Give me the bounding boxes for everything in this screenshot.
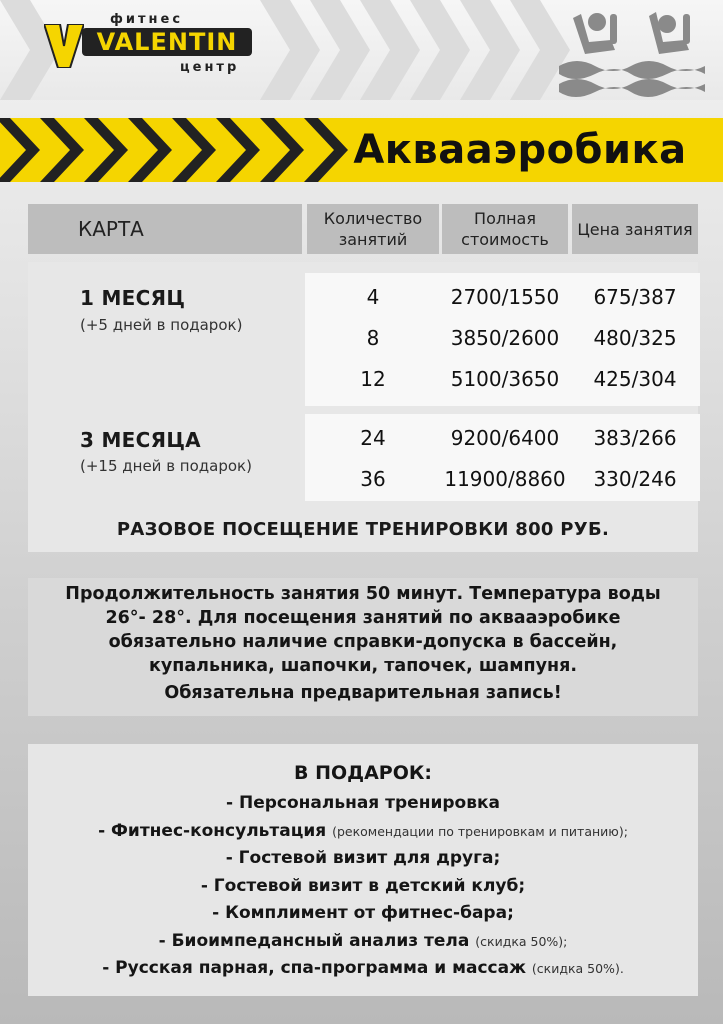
table-cell-session-price: 425/304 [593, 367, 677, 391]
gift-item [28, 845, 698, 873]
column-header-session-price: Цена занятия [572, 204, 698, 254]
brand-logo [30, 10, 255, 88]
table-cell-full-price: 9200/6400 [450, 426, 560, 450]
gift-item-note: (скидка 50%); [475, 933, 568, 949]
table-cell-count: 12 [360, 367, 386, 391]
logo-wordmark: VALENTIN [82, 28, 252, 56]
header-bar [0, 0, 723, 100]
gifts-title: В ПОДАРОК: [294, 762, 432, 784]
booking-note: Обязательна предварительная запись! [164, 683, 562, 703]
table-cell-full-price: 3850/2600 [450, 326, 560, 350]
gift-item-note: (рекомендации по тренировкам и питанию); [332, 823, 628, 839]
table-cell-full-price: 5100/3650 [450, 367, 560, 391]
plan-bonus: (+5 дней в подарок) [80, 316, 243, 334]
gift-item [28, 818, 698, 846]
gift-item-note: (скидка 50%). [531, 961, 624, 976]
table-cell-session-price: 330/246 [593, 467, 677, 491]
table-cell-count: 24 [360, 426, 386, 450]
gift-item [28, 790, 698, 818]
gift-item-text: - Фитнес-консультация [98, 820, 333, 841]
gift-item-text: - Гостевой визит в детский клуб; [200, 875, 526, 896]
gift-item [28, 928, 698, 956]
gift-item-text: - Русская парная, спа-программа и массаж [102, 958, 532, 978]
swimmers-icon [555, 8, 715, 98]
gifts-list [28, 790, 698, 983]
column-header-full-price: Полная стоимость [442, 204, 568, 254]
gift-item [28, 900, 698, 928]
gift-item-text: - Персональная тренировка [226, 793, 500, 813]
gift-item-text: - Биоимпедансный анализ тела [158, 930, 476, 951]
page-title: Аквааэробика [353, 127, 687, 173]
table-cell-full-price: 2700/1550 [450, 285, 560, 309]
table-cell-count: 36 [360, 467, 386, 491]
plan-bonus: (+15 дней в подарок) [80, 457, 252, 475]
logo-top-text: фитнес [110, 12, 184, 27]
plan-name: 3 МЕСЯЦА [80, 428, 201, 452]
table-cell-count: 4 [366, 285, 380, 309]
single-visit-price: РАЗОВОЕ ПОСЕЩЕНИЕ ТРЕНИРОВКИ 800 РУБ. [116, 519, 610, 540]
table-cell-session-price: 675/387 [593, 285, 677, 309]
title-band [0, 118, 723, 182]
logo-bottom-text: центр [180, 60, 240, 75]
table-cell-session-price: 480/325 [593, 326, 677, 350]
table-cell-full-price: 11900/8860 [444, 467, 566, 491]
table-cell-session-price: 383/266 [593, 426, 677, 450]
gift-item [28, 873, 698, 901]
gift-item-text: - Комплимент от фитнес-бара; [212, 903, 514, 923]
column-header-count: Количество занятий [307, 204, 439, 254]
logo-v-icon [44, 24, 84, 68]
gift-item-text: - Гостевой визит для друга; [225, 848, 501, 868]
column-header-card: КАРТА [28, 204, 302, 254]
gift-item [28, 955, 698, 983]
plan-name: 1 МЕСЯЦ [80, 286, 186, 310]
info-text: Продолжительность занятия 50 минут. Температура воды 26°- 28°. Для посещения занятий по аквааэробике обязательно наличие справки-допуска в бассейн, купальника, шапочки, тапочек, шампуня. [65, 584, 661, 676]
table-cell-count: 8 [366, 326, 380, 350]
